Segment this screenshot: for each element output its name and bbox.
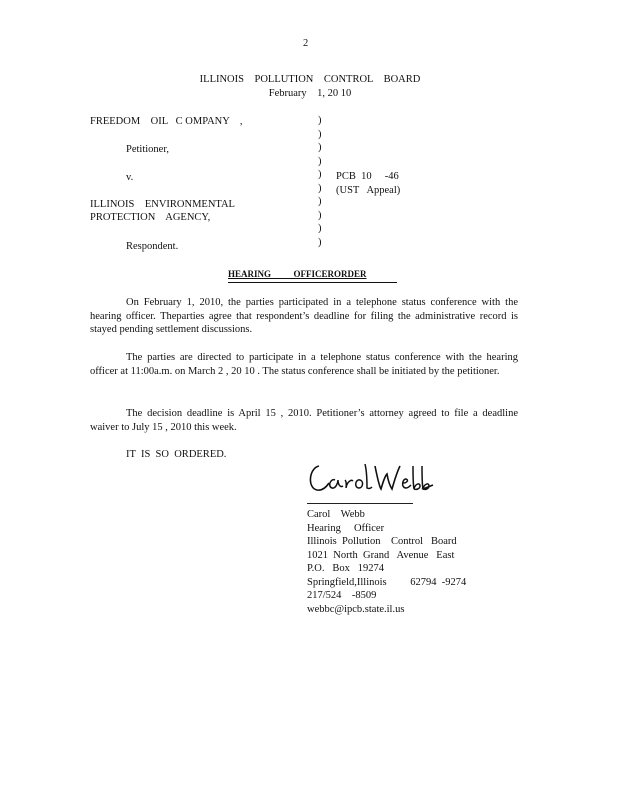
page-number: 2: [303, 38, 309, 49]
order-date: February 1, 20 10: [268, 88, 352, 99]
petitioner-name: FREEDOM OIL C OMPANY ,: [90, 116, 243, 127]
case-number: PCB 10 -46: [336, 171, 399, 182]
versus-label: v.: [126, 172, 134, 183]
signer-street: 1021 North Grand Avenue East: [307, 549, 455, 561]
caption-paren: ): [318, 209, 322, 221]
caption-paren-column: [318, 114, 328, 249]
case-type: (UST Appeal): [336, 185, 401, 196]
respondent-name-line1: ILLINOIS ENVIRONMENTAL: [90, 199, 235, 210]
signer-title: Hearing Officer: [307, 522, 385, 534]
paragraph-deadline: [90, 407, 518, 434]
signer-name: Carol Webb: [307, 509, 365, 520]
respondent-role: Respondent.: [126, 241, 179, 252]
respondent-name-line2: PROTECTION AGENCY,: [90, 212, 211, 223]
handwritten-signature: [305, 458, 435, 498]
signature-line: [307, 503, 413, 504]
paragraph-text: The parties are directed to participate in a telephone status conference with the hearing officer at 11:00a.m. on March 2 , 20 10 . The status conference shall be initiated by the petitioner.: [90, 352, 518, 377]
caption-paren: ): [318, 182, 322, 194]
petitioner-role: Petitioner,: [126, 144, 170, 155]
caption-paren: ): [318, 142, 322, 153]
signer-agency: Illinois Pollution Control Board: [307, 536, 457, 547]
signer-email: webbc@ipcb.state.il.us: [307, 603, 405, 615]
agency-header: ILLINOIS POLLUTION CONTROL BOARD: [199, 74, 421, 85]
signature-block: [307, 508, 466, 616]
paragraph-conference: [90, 296, 518, 337]
caption-paren: ): [318, 196, 322, 207]
caption-paren: ): [318, 169, 322, 180]
paragraph-text: The decision deadline is April 15 , 2010. Petitioner’s attorney agreed to file a deadline waiver to July 15 , 2010 this week.: [90, 408, 518, 433]
caption-paren: ): [318, 128, 322, 140]
order-title: HEARING OFFICERORDER: [228, 268, 397, 283]
signer-city: Springfield,Illinois 62794 -9274: [307, 576, 467, 588]
caption-paren: ): [318, 223, 322, 234]
closing-line: IT IS SO ORDERED.: [126, 449, 227, 460]
caption-paren: ): [318, 155, 322, 167]
caption-paren: ): [318, 236, 322, 248]
caption-paren: ): [318, 115, 322, 126]
signer-phone: 217/524 -8509: [307, 590, 377, 601]
paragraph-directive: [90, 351, 518, 378]
signer-po-box: P.O. Box 19274: [307, 563, 385, 574]
paragraph-text: On February 1, 2010, the parties participated in a telephone status conference with the hearing officer. Theparties agree that respondent’s deadline for filing the administrative record is stayed pending settlement discussions.: [90, 297, 518, 335]
